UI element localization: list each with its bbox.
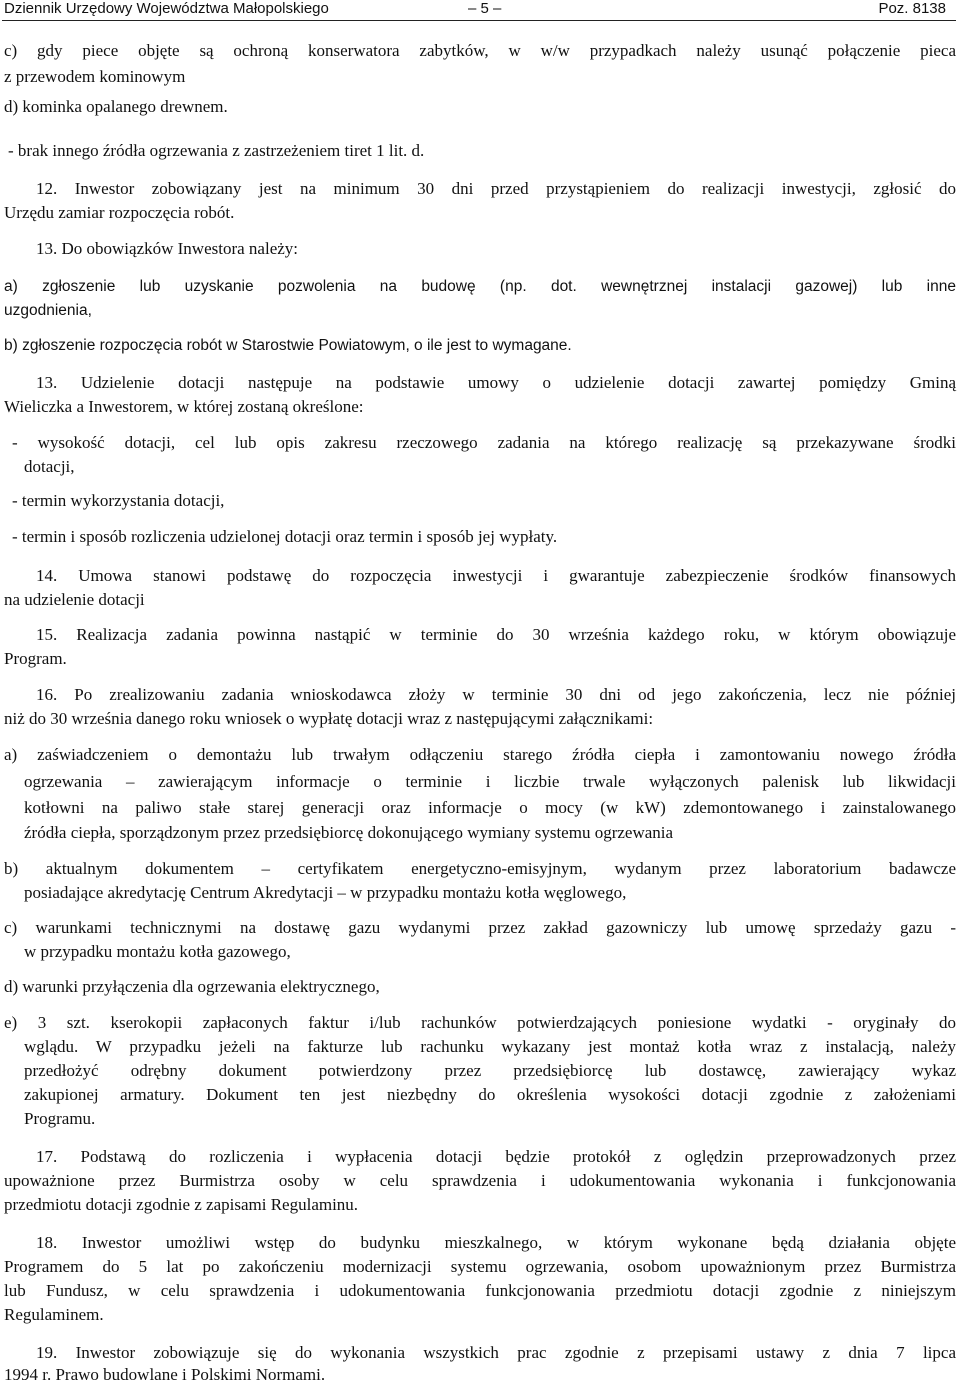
text-line: na udzielenie dotacji	[4, 590, 145, 609]
text-line: w przypadku montażu kotła gazowego,	[24, 942, 291, 961]
text-line: 16. Po zrealizowaniu zadania wnioskodawca złoży w terminie 30 dni od jego zakończenia, lecz nie później	[36, 685, 956, 704]
text-line: uzgodnienia,	[4, 302, 92, 319]
text-line: 1994 r. Prawo budowlane i Polskimi Normami.	[4, 1365, 326, 1384]
text-line: b) aktualnym dokumentem – certyfikatem energetyczno-emisyjnym, wydanym przez laboratorium badawcze	[4, 859, 956, 878]
text-line: upoważnione przez Burmistrza osoby w celu sprawdzenia i udokumentowania wykonania i funkcjonowania	[4, 1171, 956, 1190]
text-line: a) zaświadczeniem o demontażu lub trwałym odłączeniu starego źródła ciepła i zamontowaniu nowego źródła	[4, 745, 956, 764]
text-line: niż do 30 września danego roku wniosek o wypłatę dotacji wraz z następującymi załącznikami:	[4, 709, 654, 728]
text-line: 18. Inwestor umożliwi wstęp do budynku mieszkalnego, w którym wykonane będą działania objęte	[36, 1233, 956, 1252]
text-line: Programu.	[24, 1109, 96, 1128]
text-line: posiadające akredytację Centrum Akredytacji – w przypadku montażu kotła węglowego,	[24, 883, 627, 902]
text-line: 15. Realizacja zadania powinna nastąpić w terminie do 30 września każdego roku, w którym obowiązuje	[36, 625, 956, 644]
position-number: Poz. 8138	[878, 0, 946, 17]
text-line: 13. Do obowiązków Inwestora należy:	[36, 239, 299, 258]
text-line: - termin i sposób rozliczenia udzielonej dotacji oraz termin i sposób jej wypłaty.	[12, 527, 558, 546]
text-line: ogrzewania – zawierającym informacje o terminie i liczbie trwale wyłączonych palenisk lub likwidacji	[24, 772, 956, 791]
text-line: - brak innego źródła ogrzewania z zastrzeżeniem tiret 1 lit. d.	[8, 141, 425, 160]
text-line: d) kominka opalanego drewnem.	[4, 97, 228, 116]
page-header	[0, 0, 960, 20]
text-line: c) warunkami technicznymi na dostawę gazu wydanymi przez zakład gazowniczy lub umowę sprzedaży gazu -	[4, 918, 956, 937]
text-line: - wysokość dotacji, cel lub opis zakresu rzeczowego zadania na którego realizację są przekazywane środki	[12, 433, 956, 452]
text-line: przedłożyć odrębny dokument potwierdzony przez przedsiębiorcę lub dostawcę, zawierający wykaz	[24, 1061, 956, 1080]
text-line: 14. Umowa stanowi podstawę do rozpoczęcia inwestycji i gwarantuje zabezpieczenie środków finansowych	[36, 566, 956, 585]
text-line: Regulaminem.	[4, 1305, 104, 1324]
text-line: e) 3 szt. kserokopii zapłaconych faktur i/lub rachunków potwierdzających poniesione wydatki - oryginały do	[4, 1013, 956, 1032]
text-line: 12. Inwestor zobowiązany jest na minimum 30 dni przed przystąpieniem do realizacji inwestycji, zgłosić do	[36, 179, 956, 198]
text-line: c) gdy piece objęte są ochroną konserwatora zabytków, w w/w przypadkach należy usunąć połączenie pieca	[4, 41, 956, 60]
text-line: przedmiotu dotacji zgodnie z zapisami Regulaminu.	[4, 1195, 359, 1214]
text-line: z przewodem kominowym	[4, 67, 186, 86]
text-line: b) zgłoszenie rozpoczęcia robót w Starostwie Powiatowym, o ile jest to wymagane.	[4, 337, 572, 354]
text-line: Programem do 5 lat po zakończeniu modernizacji systemu ogrzewania, osobom upoważnionym przez Burmistrza	[4, 1257, 956, 1276]
text-line: źródła ciepła, sporządzonym przez przedsiębiorcę dokonującego wymiany systemu ogrzewania	[24, 823, 674, 842]
text-line: Urzędu zamiar rozpoczęcia robót.	[4, 203, 235, 222]
text-line: dotacji,	[24, 457, 75, 476]
text-line: kotłowni na paliwo stałe starej generacji oraz informacje o mocy (w kW) zdemontowanego i zainstalowanego	[24, 798, 956, 817]
page-number: – 5 –	[468, 0, 502, 17]
text-line: Wieliczka a Inwestorem, w której zostaną określone:	[4, 397, 364, 416]
text-line: 13. Udzielenie dotacji następuje na podstawie umowy o udzielenie dotacji zawartej pomiędzy Gminą	[36, 373, 956, 392]
text-line: d) warunki przyłączenia dla ogrzewania elektrycznego,	[4, 977, 380, 996]
text-line: zakupionej armatury. Dokument ten jest niezbędny do określenia wysokości dotacji zgodnie z założeniami	[24, 1085, 956, 1104]
text-line: Program.	[4, 649, 67, 668]
journal-title: Dziennik Urzędowy Województwa Małopolskiego	[4, 0, 329, 17]
text-line: a) zgłoszenie lub uzyskanie pozwolenia na budowę (np. dot. wewnętrznej instalacji gazowej) lub inne	[4, 278, 956, 295]
text-line: 17. Podstawą do rozliczenia i wypłacenia dotacji będzie protokół z oględzin przeprowadzonych przez	[36, 1147, 956, 1166]
text-line: lub Fundusz, w celu sprawdzenia i udokumentowania funkcjonowania przedmiotu dotacji zgodnie z niniejszym	[4, 1281, 956, 1300]
text-line: - termin wykorzystania dotacji,	[12, 491, 225, 510]
text-line: wglądu. W przypadku jeżeli na fakturze lub rachunku wykazany jest montaż kotła wraz z instalacją, należy	[24, 1037, 956, 1056]
header-rule	[2, 20, 956, 21]
text-line: 19. Inwestor zobowiązuje się do wykonania wszystkich prac zgodnie z przepisami ustawy z dnia 7 lipca	[36, 1343, 956, 1362]
